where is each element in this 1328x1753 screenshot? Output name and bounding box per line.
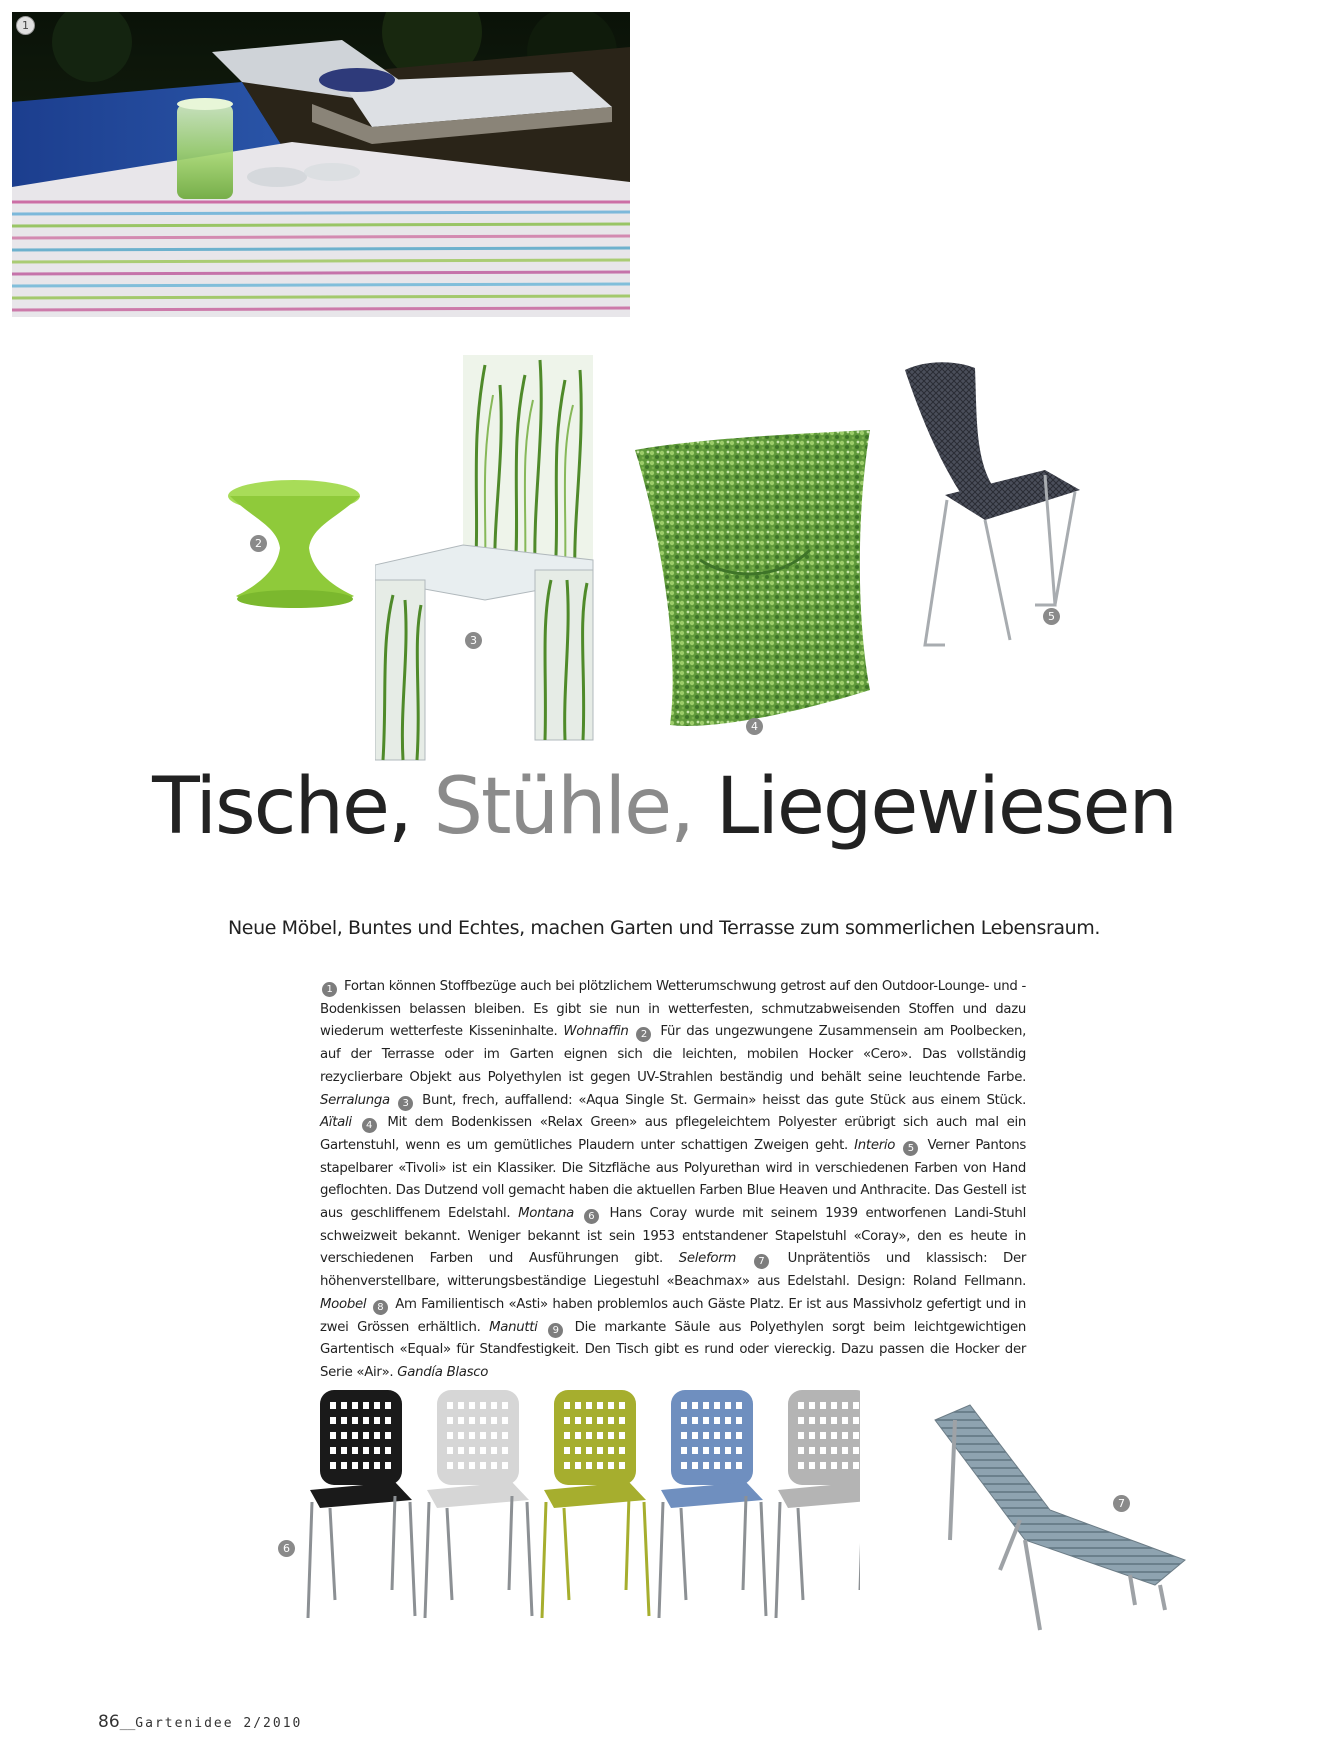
- item-number-7: 7: [754, 1254, 769, 1269]
- item-number-4: 4: [362, 1118, 377, 1133]
- item-text-9: Die markante Säule aus Polyethylen sorgt beim leichtgewichtigen Gartentisch «Equal» für Standfestigkeit. Den Tisch gibt es rund oder viereckig. Dazu passen die Hocker der Serie «Air».: [320, 1319, 1026, 1380]
- badge-1: 1: [16, 16, 35, 35]
- item-text-2: Für das ungezwungene Zusammensein am Poolbecken, auf der Terrasse oder im Garten eignen sich die leichten, mobilen Hocker «Cero». Das vollständig rezyclierbare Objekt aus Polyethylen ist gegen UV-Strahlen beständig und behält seine leuchtende Farbe.: [320, 1024, 1026, 1085]
- green-beanbag-image: [630, 430, 875, 732]
- item-brand-6: Seleform: [678, 1251, 737, 1267]
- badge-4: 4: [746, 718, 763, 735]
- item-text-7: Unprätentiös und klassisch: Der höhenverstellbare, witterungsbeständige Liegestuhl «Beachmax» aus Edelstahl. Design: Roland Fellmann.: [320, 1251, 1027, 1290]
- photo-lounger-rug: [12, 12, 630, 317]
- item-text-4: Mit dem Bodenkissen «Relax Green» aus pflegeleichtem Polyester erübrigt sich auch mal ein Gartenstuhl, wenn es um gemütliches Plaudern unter schattigen Zweigen geht.: [320, 1115, 1026, 1153]
- badge-2: 2: [250, 535, 267, 552]
- page-subtitle: Neue Möbel, Buntes und Echtes, machen Garten und Terrasse zum sommerlichen Lebensraum.: [227, 917, 1100, 939]
- item-number-5: 5: [903, 1141, 918, 1156]
- green-stool-image: [222, 478, 367, 613]
- badge-5: 5: [1043, 608, 1060, 625]
- beachmax-lounger-image: [930, 1400, 1210, 1645]
- item-brand-8: Manutti: [489, 1319, 538, 1335]
- coray-chair-blue: [659, 1390, 766, 1618]
- page-number: 86: [98, 1712, 120, 1732]
- item-brand-4: Interio: [854, 1137, 896, 1153]
- item-text-8: Am Familientisch «Asti» haben problemlos auch Gäste Platz. Er ist aus Massivholz gefertigt und in zwei Grössen erhältlich.: [320, 1296, 1026, 1335]
- coray-chair-green: [542, 1390, 649, 1618]
- item-number-9: 9: [548, 1323, 563, 1338]
- item-number-8: 8: [373, 1300, 388, 1315]
- article-body: [320, 976, 1026, 1385]
- headline-word-liegewiesen: Liegewiesen: [715, 762, 1176, 852]
- item-text-5: Verner Pantons stapelbarer «Tivoli» ist ein Klassiker. Die Sitzfläche aus Polyurethan wird in verschiedenen Farben von Hand geflochten. Das Dutzend voll gemacht haben die aktuellen Farben Blue Heaven und Anthracite. Das Gestell ist aus geschliffenem Edelstahl.: [320, 1137, 1027, 1222]
- headline-word-tische: Tische,: [152, 762, 411, 852]
- item-text-1: Fortan können Stoffbezüge auch bei plötzlichem Wetterumschwung getrost auf den Outdoor-Lounge- und -Bodenkissen belassen bleiben. Es gibt sie nun in wetterfesten, schmutzabweisenden Stoffen und dazu wiederum wetterfeste Kisseninhalte.: [320, 979, 1026, 1040]
- badge-3: 3: [465, 632, 482, 649]
- coray-chairs-image: [300, 1390, 860, 1625]
- item-brand-3: Aïtali: [320, 1115, 352, 1131]
- page-headline: [0, 762, 1328, 852]
- item-number-3: 3: [398, 1096, 413, 1111]
- item-number-2: 2: [636, 1027, 651, 1042]
- magazine-issue: Gartenidee 2/2010: [135, 1716, 303, 1731]
- headline-word-stuehle: Stühle,: [433, 762, 693, 852]
- item-brand-7: Moobel: [320, 1296, 367, 1312]
- badge-7: 7: [1113, 1495, 1130, 1512]
- item-brand-2: Serralunga: [320, 1092, 390, 1108]
- item-brand-1: Wohnaffin: [563, 1024, 629, 1040]
- badge-6: 6: [278, 1540, 295, 1557]
- coray-chair-black: [308, 1390, 415, 1618]
- coray-chair-grey: [776, 1390, 860, 1618]
- page-footer: 86__Gartenidee 2/2010: [98, 1712, 303, 1732]
- acrylic-grass-chair-image: [375, 355, 600, 765]
- item-brand-9: Gandía Blasco: [397, 1364, 489, 1380]
- item-brand-5: Montana: [518, 1206, 574, 1222]
- item-text-6: Hans Coray wurde mit seinem 1939 entworfenen Landi-Stuhl schweizweit bekannt. Weniger bekannt ist sein 1953 entstandener Stapelstuhl «Coray», den es heute in verschiedenen Farben und Ausführungen gibt.: [320, 1206, 1026, 1267]
- item-number-1: 1: [322, 982, 337, 997]
- item-text-3: Bunt, frech, auffallend: «Aqua Single St. Germain» heisst das gute Stück aus einem Stück.: [422, 1092, 1026, 1108]
- tivoli-chair-image: [885, 360, 1085, 648]
- coray-chair-lightgrey: [425, 1390, 532, 1618]
- item-number-6: 6: [584, 1209, 599, 1224]
